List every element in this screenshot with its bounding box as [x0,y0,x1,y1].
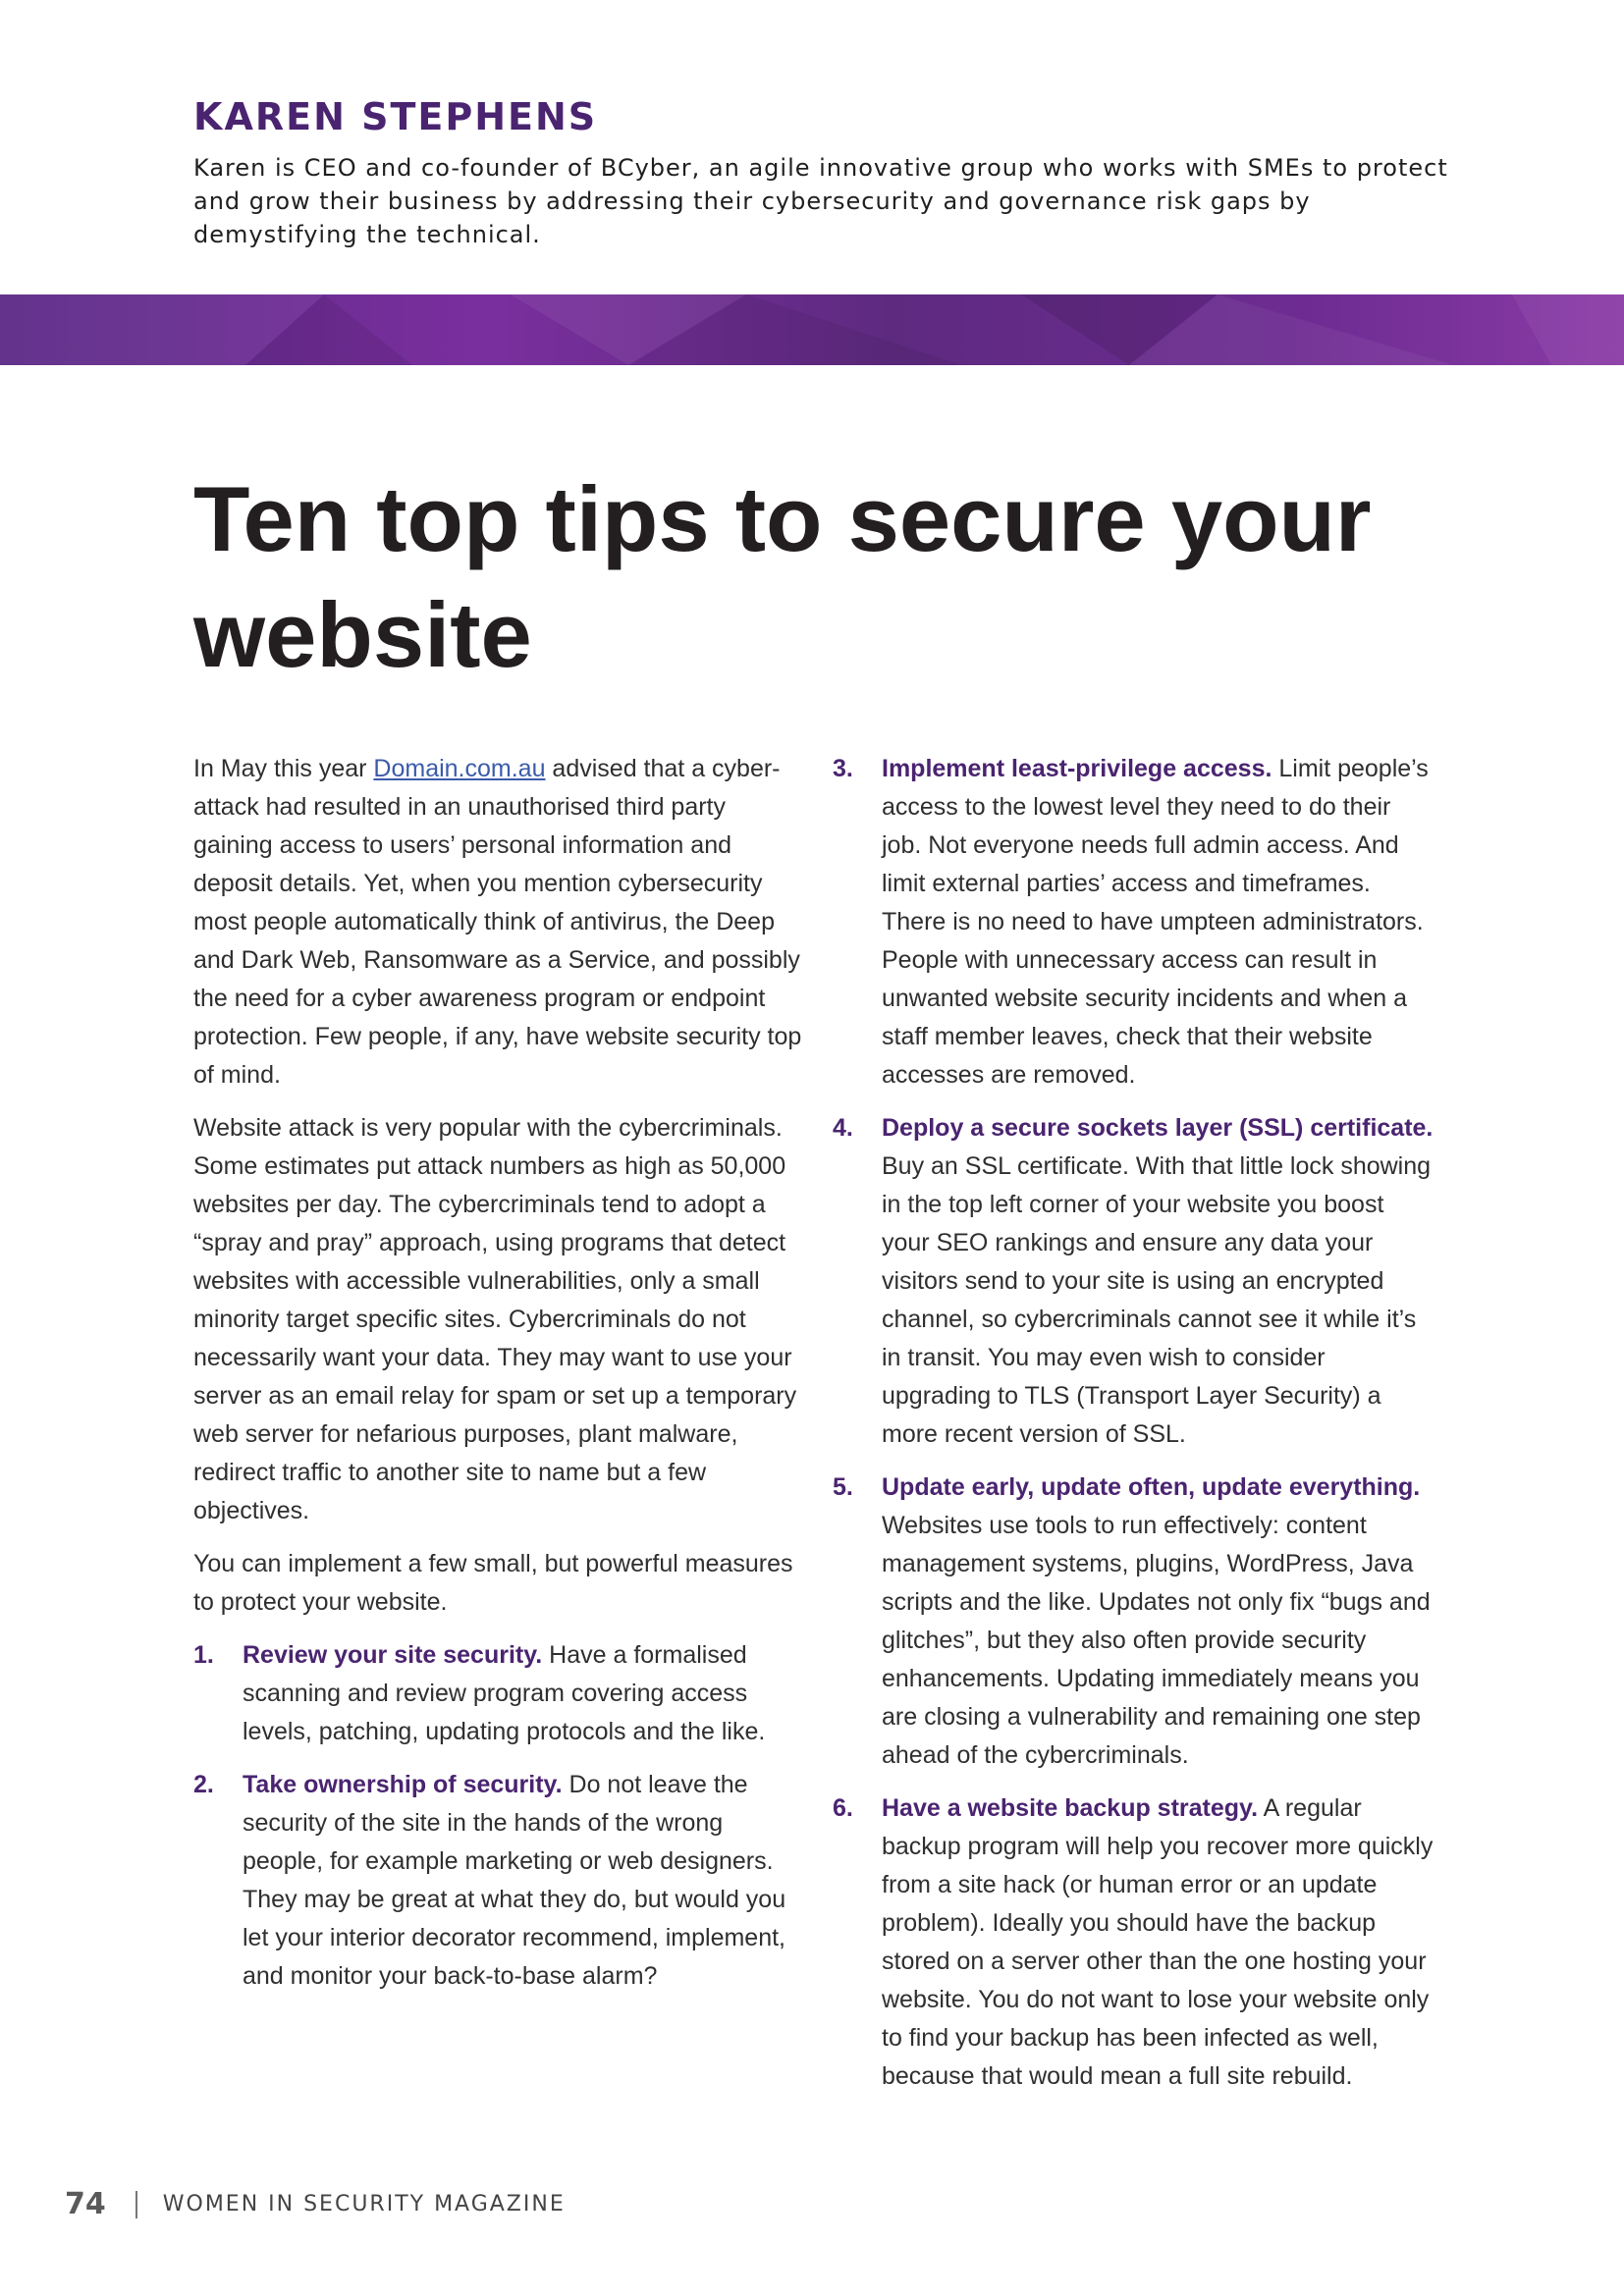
tip-body: A regular backup program will help you recover more quickly from a site hack (or human error or an update problem). Ideally you should have the backup stored on a server other than the one hosting your website. You do not want to lose your website only to find your backup has been infected as well, because that would mean a full site rebuild. [882,1794,1434,2090]
footer-divider [135,2191,137,2218]
magazine-name: WOMEN IN SECURITY MAGAZINE [162,2192,566,2216]
tip-heading: Review your site security. [243,1641,543,1669]
banner-graphic [0,294,1624,365]
tip-number: 2. [193,1771,214,1798]
tip-3 [833,750,1436,1095]
tip-number: 4. [833,1114,853,1142]
intro-paragraph: In May this year Domain.com.au advised that a cyber-attack had resulted in an unauthorised third party gaining access to users’ personal information and deposit details. Yet, when you mention cybersecurity most people automatically think of antivirus, the Deep and Dark Web, Ransomware as a Service, and possibly the need for a cyber awareness program or endpoint protection. Few people, if any, have website security top of mind. [193,755,802,1089]
domain-link[interactable]: Domain.com.au [373,755,546,782]
page-number: 74 [65,2187,106,2221]
left-column [193,750,802,2010]
tip-number: 1. [193,1641,214,1669]
tip-heading: Implement least-privilege access. [882,755,1272,782]
tip-heading: Take ownership of security. [243,1771,563,1798]
page-footer [65,2187,566,2221]
tip-heading: Update early, update often, update everything. [882,1473,1421,1501]
article-title: Ten top tips to secure your website [193,467,1372,686]
tip-body: Websites use tools to run effectively: content management systems, plugins, WordPress, Java scripts and the like. Updates not only fix “bugs and glitches”, but they also often provide security enhancements. Updating immediately means you are closing a vulnerability and remaining one step ahead of the cybercriminals. [882,1512,1431,1769]
tip-body: Have a formalised scanning and review program covering access levels, patching, updating protocols and the like. [243,1641,766,1745]
tip-body: Limit people’s access to the lowest level they need to do their job. Not everyone needs full admin access. And limit external parties’ access and timeframes. There is no need to have umpteen administrators. People with unnecessary access can result in unwanted website security incidents and when a staff member leaves, check that their website accesses are removed. [882,755,1429,1089]
tip-1 [193,1636,802,1751]
tip-heading: Deploy a secure sockets layer (SSL) certificate. [882,1114,1434,1142]
body-paragraph-2: Website attack is very popular with the cybercriminals. Some estimates put attack numbers as high as 50,000 websites per day. The cybercriminals tend to adopt a “spray and pray” approach, using programs that detect websites with accessible vulnerabilities, only a small minority target specific sites. Cybercriminals do not necessarily want your data. They may want to use your server as an email relay for spam or set up a temporary web server for nefarious purposes, plant malware, redirect traffic to another site to name but a few objectives. [193,1114,797,1524]
author-block [193,92,1450,251]
tip-4 [833,1109,1436,1454]
tip-number: 6. [833,1794,853,1822]
purple-banner [0,294,1624,365]
body-paragraph-3: You can implement a few small, but powerful measures to protect your website. [193,1550,793,1616]
tip-2 [193,1766,802,1996]
author-name: KAREN STEPHENS [193,95,598,138]
tip-number: 5. [833,1473,853,1501]
tip-body: Buy an SSL certificate. With that little lock showing in the top left corner of your website you boost your SEO rankings and ensure any data your visitors send to your site is using an encrypted channel, so cybercriminals cannot see it while it’s in transit. You may even wish to consider upgrading to TLS (Transport Layer Security) a more recent version of SSL. [882,1152,1432,1448]
tip-5 [833,1468,1436,1775]
tip-heading: Have a website backup strategy. [882,1794,1259,1822]
author-bio: Karen is CEO and co-founder of BCyber, an agile innovative group who works with SMEs to protect and grow their business by addressing their cybersecurity and governance risk gaps by demystifying the technical. [193,154,1448,248]
tip-number: 3. [833,755,853,782]
right-column [833,750,1436,2110]
tip-6 [833,1789,1436,2096]
tip-body: Do not leave the security of the site in the hands of the wrong people, for example marketing or web designers. They may be great at what they do, but would you let your interior decorator recommend, implement, and monitor your back-to-base alarm? [243,1771,786,1990]
